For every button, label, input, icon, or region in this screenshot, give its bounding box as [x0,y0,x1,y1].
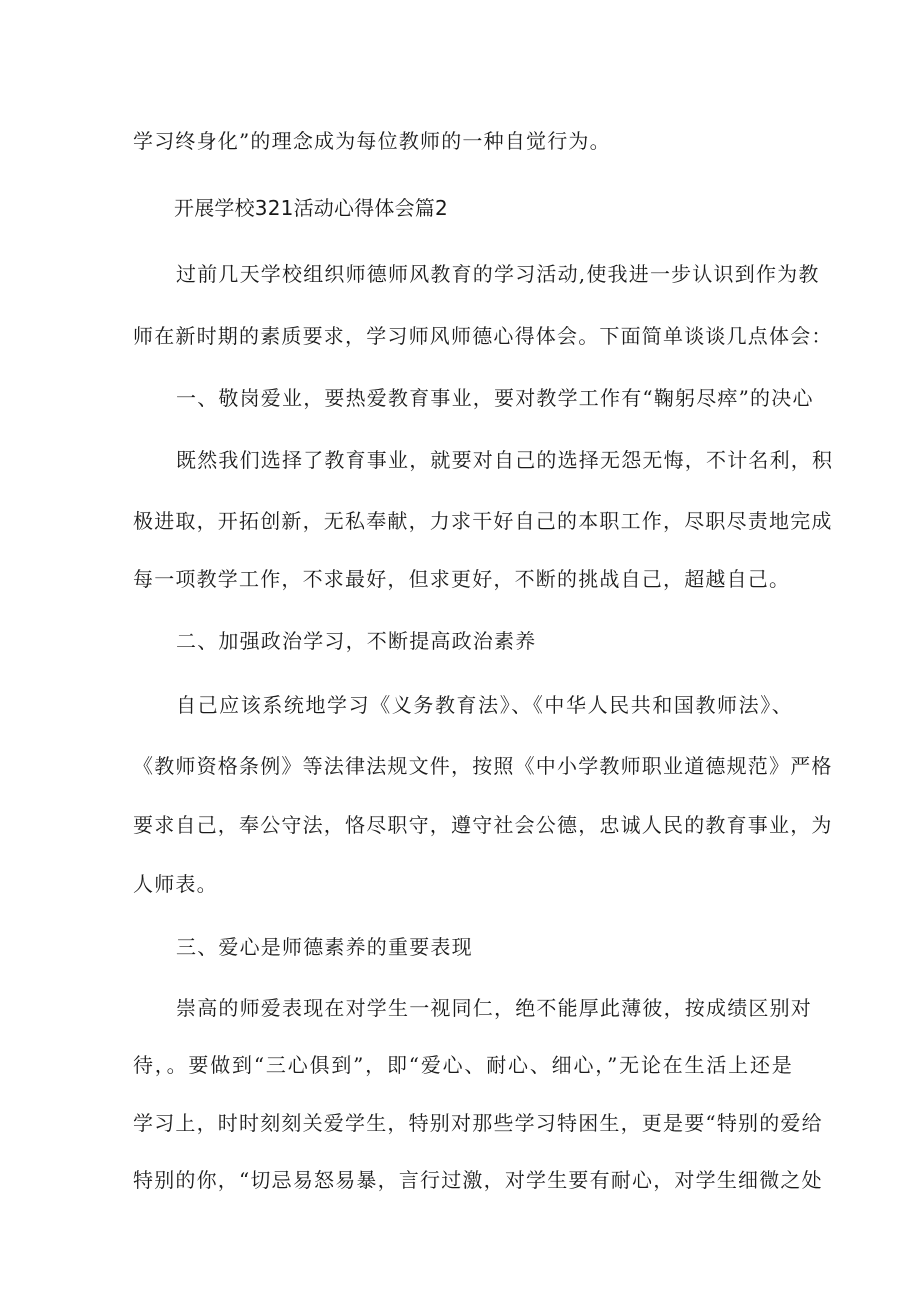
paragraph-line: 待，。要做到“三心俱到”，即“爱心、耐心、细心，”无论在生活上还是 [133,1053,793,1077]
paragraph-line: 学习上，时时刻刻关爱学生，特别对那些学习特困生，更是要“特别的爱给 [133,1111,823,1135]
paragraph-line: 自己应该系统地学习《义务教育法》、《中华人民共和国教师法》、 [176,693,793,717]
subheading-line: 一、敬岗爱业，要热爱教育事业，要对教学工作有“鞠躬尽瘁”的决心 [176,386,814,410]
paragraph-line: 要求自己，奉公守法，恪尽职守，遵守社会公德，忠诚人民的教育事业，为 [133,813,833,837]
subheading-line: 三、爱心是师德素养的重要表现 [176,935,473,959]
paragraph-line: 崇高的师爱表现在对学生一视同仁，绝不能厚此薄彼，按成绩区别对 [176,996,812,1020]
paragraph-line: 《教师资格条例》等法律法规文件，按照《中小学教师职业道德规范》严格 [133,754,833,778]
paragraph-line: 极进取，开拓创新，无私奉献，力求干好自己的本职工作，尽职尽责地完成 [133,509,833,533]
paragraph-line: 过前几天学校组织师德师风教育的学习活动,使我进一步认识到作为教 [176,262,820,286]
subheading-line: 二、加强政治学习，不断提高政治素养 [176,629,537,653]
paragraph-line: 学习终身化”的理念成为每位教师的一种自觉行为。 [133,129,611,153]
paragraph-line: 既然我们选择了教育事业，就要对自己的选择无怨无悔，不计名利，积 [176,448,834,472]
paragraph-line: 每一项教学工作，不求最好，但求更好，不断的挑战自己，超越自己。 [133,567,791,591]
paragraph-line: 特别的你，“切忌易怒易暴，言行过激，对学生要有耐心，对学生细微之处 [133,1168,823,1192]
paragraph-line: 人师表。 [133,872,218,896]
section-heading: 开展学校321活动心得体会篇2 [174,196,448,220]
paragraph-line: 师在新时期的素质要求，学习师风师德心得体会。下面简单谈谈几点体会： [133,324,833,348]
